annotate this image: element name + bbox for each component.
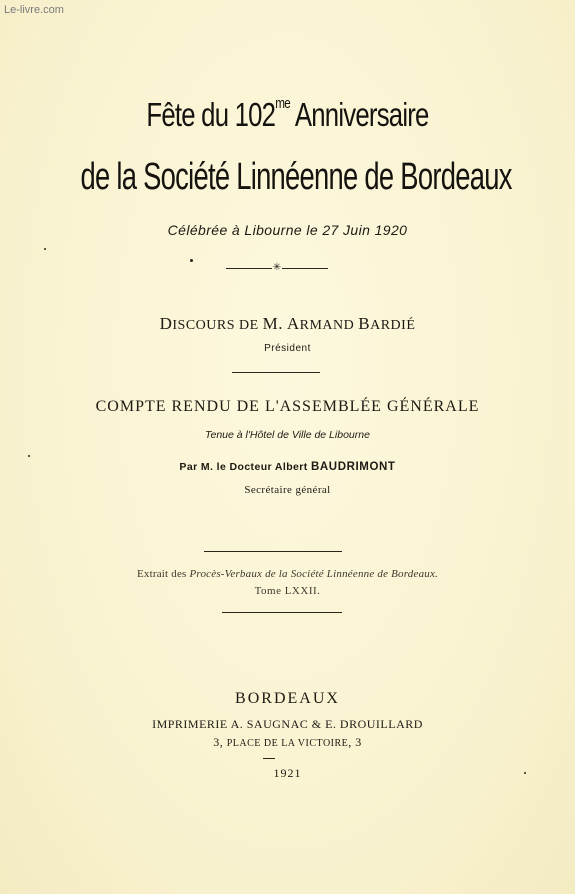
- publisher-name: IMPRIMERIE A. SAUGNAC & E. DROUILLARD: [152, 717, 423, 731]
- ornament-line-right: [282, 268, 328, 269]
- extrait-prefix: Extrait des: [136, 568, 190, 580]
- title-line-2: de la Société Linnéenne de Bordeaux: [80, 156, 512, 198]
- discours-initial-b: B: [358, 314, 371, 333]
- publication-year: 1921: [273, 766, 302, 780]
- author-prefix: Par M. le Docteur Albert: [179, 461, 311, 473]
- ornament-divider: [226, 262, 328, 273]
- author-surname: BAUDRIMONT: [310, 461, 396, 473]
- divider-rule: [204, 551, 342, 552]
- divider-rule: [232, 372, 320, 373]
- watermark: Le-livre.com: [4, 4, 64, 16]
- compte-rendu-heading: COMPTE RENDU DE L'ASSEMBLÉE GÉNÉRALE: [95, 398, 480, 415]
- discours-initial: D: [159, 314, 173, 333]
- tome-label: Tome LXXII.: [254, 585, 321, 597]
- publisher-city: BORDEAUX: [235, 690, 340, 707]
- title-superscript: me: [275, 95, 290, 112]
- author-line: [0, 461, 575, 473]
- title-line-1-suffix: Anniversaire: [289, 96, 429, 133]
- extrait-line: [0, 568, 575, 580]
- tenue-subtitle: Tenue à l'Hôtel de Ville de Libourne: [205, 429, 370, 441]
- president-label: Président: [264, 343, 311, 354]
- address-number: 3,: [213, 735, 227, 749]
- discours-text-1: ISCOURS DE: [172, 318, 263, 333]
- ornament-line-left: [226, 268, 272, 269]
- ink-speck: [28, 455, 30, 457]
- discours-text-3: ARDIÉ: [370, 318, 416, 333]
- small-dash: [263, 758, 275, 759]
- ink-speck: [524, 772, 526, 774]
- discours-initial-m: M. A: [262, 314, 300, 333]
- discours-text-2: RMAND: [299, 318, 359, 333]
- ink-speck: [44, 248, 46, 250]
- address-street: PLACE DE LA VICTOIRE: [226, 738, 349, 749]
- extrait-italic: Procès-Verbaux de la Société Linnéenne de Bordeaux.: [189, 568, 439, 580]
- asterisk-icon: ✳: [272, 262, 282, 273]
- title-line-1-prefix: Fête du 102: [146, 96, 276, 133]
- divider-rule: [222, 612, 342, 613]
- secretaire-label: Secrétaire général: [244, 484, 331, 496]
- publisher-address: [0, 735, 575, 750]
- title-line-1: [63, 96, 512, 134]
- address-suffix: , 3: [348, 735, 362, 749]
- celebration-subtitle: Célébrée à Libourne le 27 Juin 1920: [167, 222, 408, 238]
- ink-speck: [190, 259, 193, 262]
- discours-heading: [0, 314, 575, 334]
